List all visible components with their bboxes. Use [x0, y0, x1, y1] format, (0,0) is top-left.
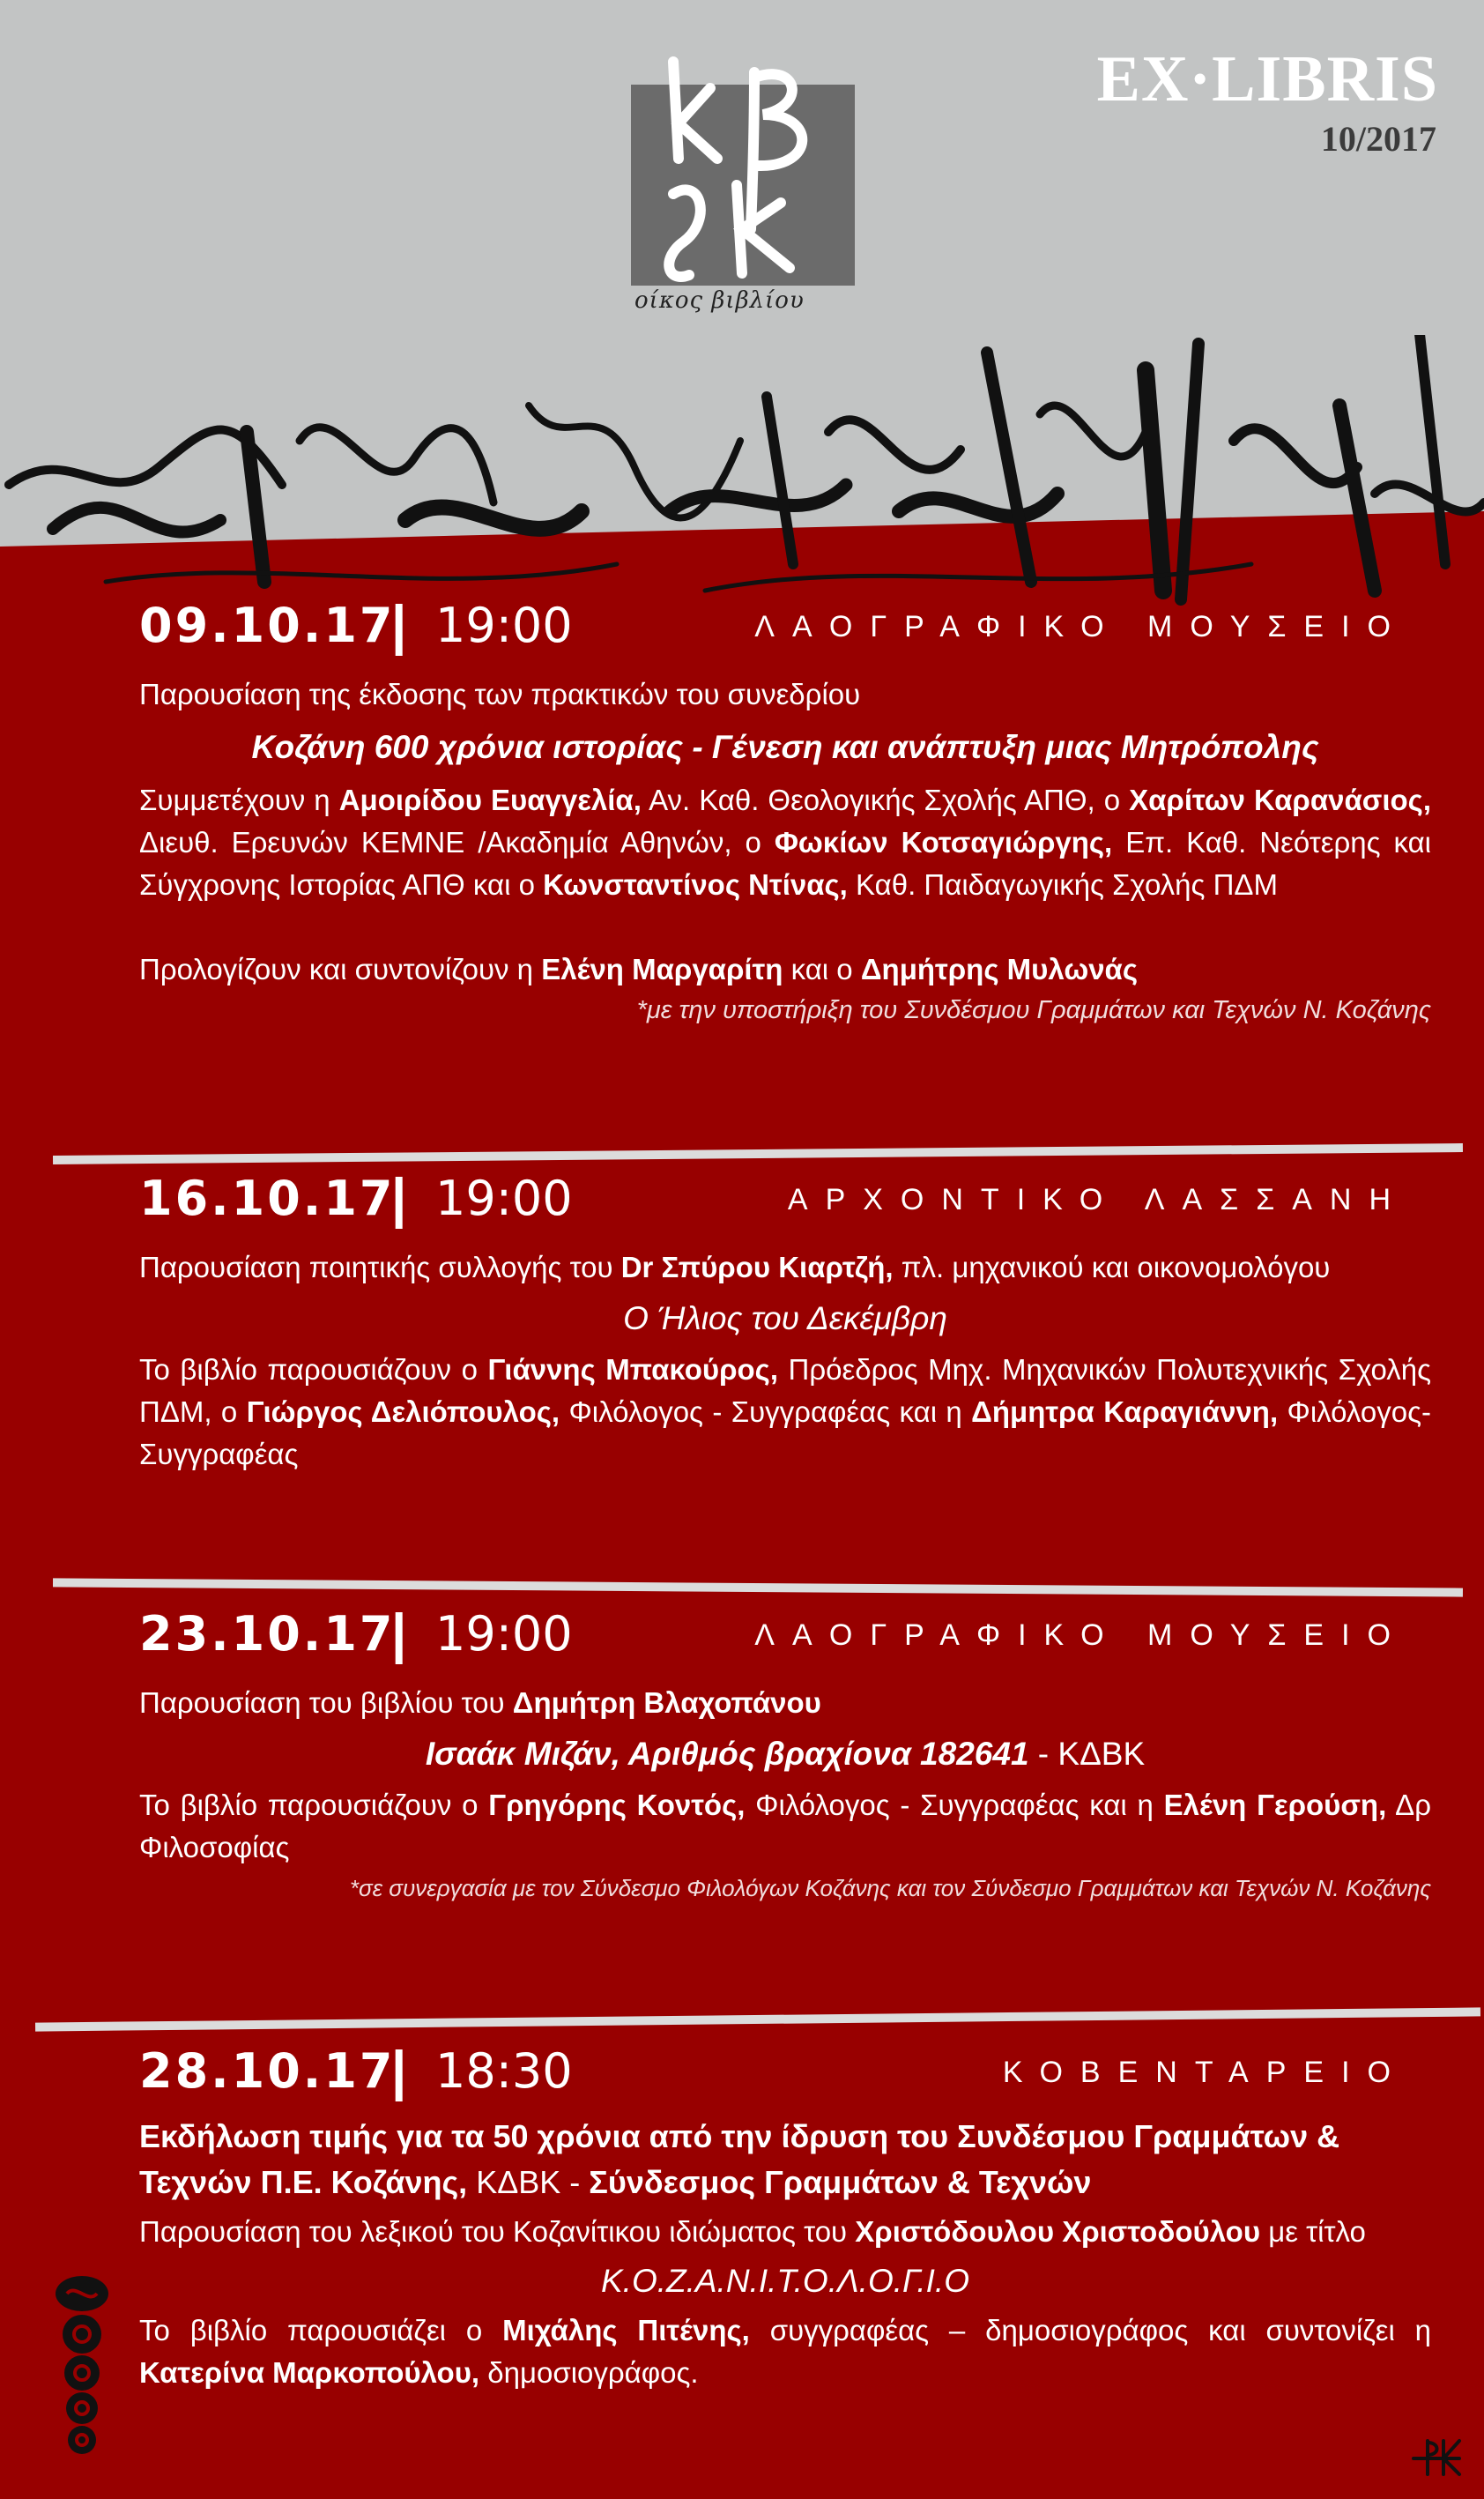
bold-name: Dr Σπύρου Κιαρτζή, [620, 1251, 894, 1283]
event-title-publisher: - ΚΔΒΚ [1028, 1736, 1146, 1772]
event-intro: Παρουσίαση της έκδοσης των πρακτικών του συνεδρίου [139, 678, 861, 710]
event-3 [139, 1603, 1431, 1908]
bold-name: Δήμητρα Καραγιάννη, [971, 1395, 1279, 1428]
event-venue: ΚΟΒΕΝΤΑΡΕΙΟ [1002, 2056, 1408, 2089]
event-title: Ο Ήλιος του Δεκέμβρη [623, 1300, 947, 1336]
event-description: Συμμετέχουν η Αμοιρίδου Ευαγγελία, Αν. Καθ. Θεολογικής Σχολής ΑΠΘ, ο Χαρίτων Καρανάσιος, Διευθ. Ερευνών ΚΕΜΝΕ /Ακαδημία Αθηνών, ο Φωκίων Κοτσαγιώργης, Επ. Καθ. Νεότερης και Σύγχρονης Ιστορίας ΑΠΘ και ο Κωνσταντίνος Ντίνας, Καθ. Παιδαγωγικής Σχολής ΠΔΜ [139, 784, 1431, 901]
event-venue: ΑΡΧΟΝΤΙΚΟ ΛΑΣΣΑΝΗ [787, 1183, 1408, 1216]
event-title-main: Ισαάκ Μιζάν, Αριθμός βραχίονα 182641 [425, 1736, 1029, 1772]
event-time: 19:00 [435, 1171, 573, 1226]
bold-name: Γρηγόρης Κοντός, [488, 1789, 746, 1821]
bold-name: Ελένη Γερούση, [1163, 1789, 1387, 1821]
event-intro: Παρουσίαση ποιητικής συλλογής του Dr Σπύρου Κιαρτζή, πλ. μηχανικού και οικονομολόγου [139, 1251, 1331, 1283]
event-date: 09.10.17 [139, 598, 396, 653]
event-title: Κ.Ο.Ζ.Α.Ν.Ι.Τ.Ο.Λ.Ο.Γ.Ι.Ο [600, 2263, 969, 2299]
bold-name: Φωκίων Κοτσαγιώργης, [774, 826, 1113, 859]
kdbk-logo-icon [649, 53, 851, 300]
event-time: 19:00 [435, 598, 573, 653]
event-2 [139, 1168, 1432, 1476]
bold-name: Γιώργος Δελιόπουλος, [246, 1395, 560, 1428]
logo-subtitle: οίκος βιβλίου [634, 287, 805, 314]
event-note: *σε συνεργασία με τον Σύνδεσμο Φιλολόγων Κοζάνης και τον Σύνδεσμο Γραμμάτων και Τεχνών Ν. Κοζάνης [349, 1875, 1431, 1901]
event-date: 16.10.17 [139, 1171, 396, 1226]
separator: | [391, 2041, 407, 2101]
event-moderators: Προλογίζουν και συντονίζουν η Ελένη Μαργαρίτη και ο Δημήτρης Μυλωνάς [139, 953, 1138, 985]
event-venue: ΛΑΟΓΡΑΦΙΚΟ ΜΟΥΣΕΙΟ [754, 610, 1408, 643]
bold-name: Γιάννης Μπακούρος, [487, 1353, 778, 1386]
bold-name: Μιχάλης Πιτένης, [502, 2314, 750, 2347]
ex-libris-title: EX·LIBRIS [1096, 43, 1438, 115]
paper-strip [35, 2007, 1480, 2031]
bold-name: Χαρίτων Καρανάσιος, [1129, 784, 1431, 816]
bold-name: Κατερίνα Μαρκοπούλου, [139, 2356, 480, 2389]
event-intro: Παρουσίαση του βιβλίου του Δημήτρη Βλαχοπάνου [139, 1686, 821, 1719]
event-time: 18:30 [435, 2043, 573, 2099]
bold-name: Ελένη Μαργαρίτη [541, 953, 783, 985]
event-date: 28.10.17 [139, 2043, 396, 2099]
separator: | [391, 595, 407, 656]
event-intro: Παρουσίαση του λεξικού του Κοζανίτικου ιδιώματος του Χριστόδουλου Χριστοδούλου με τίτλο [139, 2215, 1366, 2248]
paper-strip [53, 1143, 1463, 1164]
event-1 [139, 595, 1431, 1030]
event-time: 19:00 [435, 1606, 573, 1662]
event-title [139, 1729, 1431, 1779]
bold-name: Εκδήλωση τιμής για τα 50 χρόνια από την ίδρυση του Συνδέσμου Γραμμάτων & Τεχνών Π.Ε. Κοζάνης, [139, 2118, 1340, 2200]
separator: | [391, 1603, 407, 1664]
event-description: Το βιβλίο παρουσιάζουν ο Γιάννης Μπακούρος, Πρόεδρος Μηχ. Μηχανικών Πολυτεχνικής Σχολής ΠΔΜ, ο Γιώργος Δελιόπουλος, Φιλόλογος - Συγγραφέας και η Δήμητρα Καραγιάννη, Φιλόλογος- Συγγραφέας [139, 1353, 1432, 1470]
event-header [139, 1603, 1431, 1677]
event-description: Το βιβλίο παρουσιάζουν ο Γρηγόρης Κοντός, Φιλόλογος - Συγγραφέας και η Ελένη Γερούση, Δρ Φιλοσοφίας [139, 1789, 1431, 1863]
bold-name: Δημήτρης Μυλωνάς [860, 953, 1138, 985]
bold-name: Αμοιρίδου Ευαγγελία, [338, 784, 642, 816]
decorative-stamp-icon [51, 2274, 113, 2459]
signature-icon [1410, 2436, 1463, 2478]
bold-name: Κωνσταντίνος Ντίνας, [543, 868, 848, 901]
event-header [139, 2043, 1431, 2114]
event-note: *με την υποστήριξη του Συνδέσμου Γραμμάτων και Τεχνών Ν. Κοζάνης [636, 996, 1431, 1024]
event-header [139, 1168, 1431, 1241]
bold-name: Σύνδεσμος Γραμμάτων & Τεχνών [589, 2164, 1092, 2200]
separator: | [391, 1168, 407, 1229]
event-4 [139, 2043, 1431, 2394]
event-headline: Εκδήλωση τιμής για τα 50 χρόνια από την ίδρυση του Συνδέσμου Γραμμάτων & Τεχνών Π.Ε. Κοζάνης, ΚΔΒΚ - Σύνδεσμος Γραμμάτων & Τεχνών [139, 2118, 1340, 2200]
event-venue: ΛΑΟΓΡΑΦΙΚΟ ΜΟΥΣΕΙΟ [754, 1618, 1408, 1652]
event-date: 23.10.17 [139, 1606, 396, 1662]
paper-strip [53, 1578, 1463, 1596]
bold-name: Δημήτρη Βλαχοπάνου [512, 1686, 821, 1719]
issue-date: 10/2017 [1320, 119, 1436, 159]
event-description: Το βιβλίο παρουσιάζει ο Μιχάλης Πιτένης, συγγραφέας – δημοσιογράφος και συντονίζει η Κατερίνα Μαρκοπούλου, δημοσιογράφος. [139, 2314, 1431, 2389]
event-header [139, 595, 1431, 668]
event-title: Κοζάνη 600 χρόνια ιστορίας - Γένεση και ανάπτυξη μιας Μητρόπολης [251, 729, 1319, 765]
bold-name: Χριστόδουλου Χριστοδούλου [855, 2215, 1261, 2248]
